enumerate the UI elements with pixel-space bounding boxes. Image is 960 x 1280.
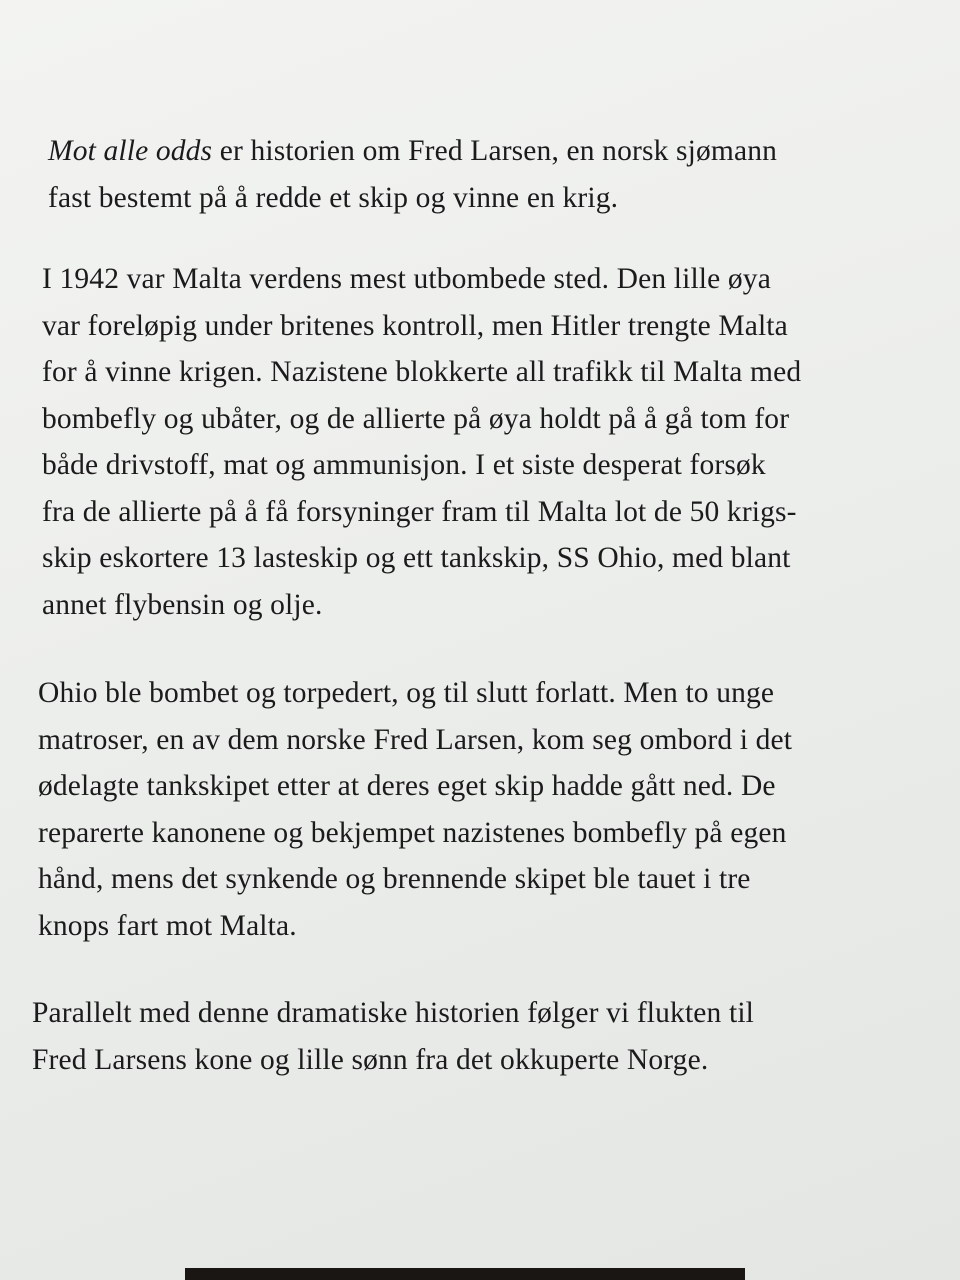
text-line: Ohio ble bombet og torpedert, og til slutt forlatt. Men to unge (38, 677, 775, 709)
text-line: både drivstoff, mat og ammunisjon. I et siste desperat forsøk (42, 449, 766, 481)
text-line: Fred Larsens kone og lille sønn fra det okkuperte Norge. (32, 1043, 709, 1076)
text-line (48, 128, 777, 175)
paragraph-ohio (38, 670, 792, 949)
text-line: reparerte kanonene og bekjempet nazistenes bombefly på egen (38, 816, 787, 849)
text-line: ødelagte tankskipet etter at deres eget skip hadde gått ned. De (38, 770, 776, 802)
text-line: Parallelt med denne dramatiske historien følger vi flukten til (32, 997, 755, 1029)
text-line: fra de allierte på å få forsyninger fram til Malta lot de 50 krigs- (42, 495, 797, 528)
dark-bottom-strip (185, 1268, 745, 1280)
paragraph-intro (48, 128, 777, 221)
text-line: skip eskortere 13 lasteskip og ett tankskip, SS Ohio, med blant (42, 542, 791, 574)
text-line: hånd, mens det synkende og brennende skipet ble tauet i tre (38, 863, 751, 895)
text-line: var foreløpig under britenes kontroll, men Hitler trengte Malta (42, 309, 788, 342)
text-line: I 1942 var Malta verdens mest utbombede sted. Den lille øya (42, 263, 771, 295)
paragraph-parallel-story (32, 990, 754, 1083)
text-line: fast bestemt på å redde et skip og vinne en krig. (48, 181, 619, 214)
text-line-rest: er historien om Fred Larsen, en norsk sjømann (212, 135, 778, 167)
text-line: knops fart mot Malta. (38, 909, 297, 942)
text-line: matroser, en av dem norske Fred Larsen, kom seg ombord i det (38, 723, 793, 756)
text-line: for å vinne krigen. Nazistene blokkerte all trafikk til Malta med (42, 356, 802, 388)
paragraph-background (42, 256, 801, 628)
book-title: Mot alle odds (48, 135, 213, 167)
text-line: annet flybensin og olje. (42, 588, 323, 621)
text-line: bombefly og ubåter, og de allierte på øya holdt på å gå tom for (42, 402, 790, 435)
